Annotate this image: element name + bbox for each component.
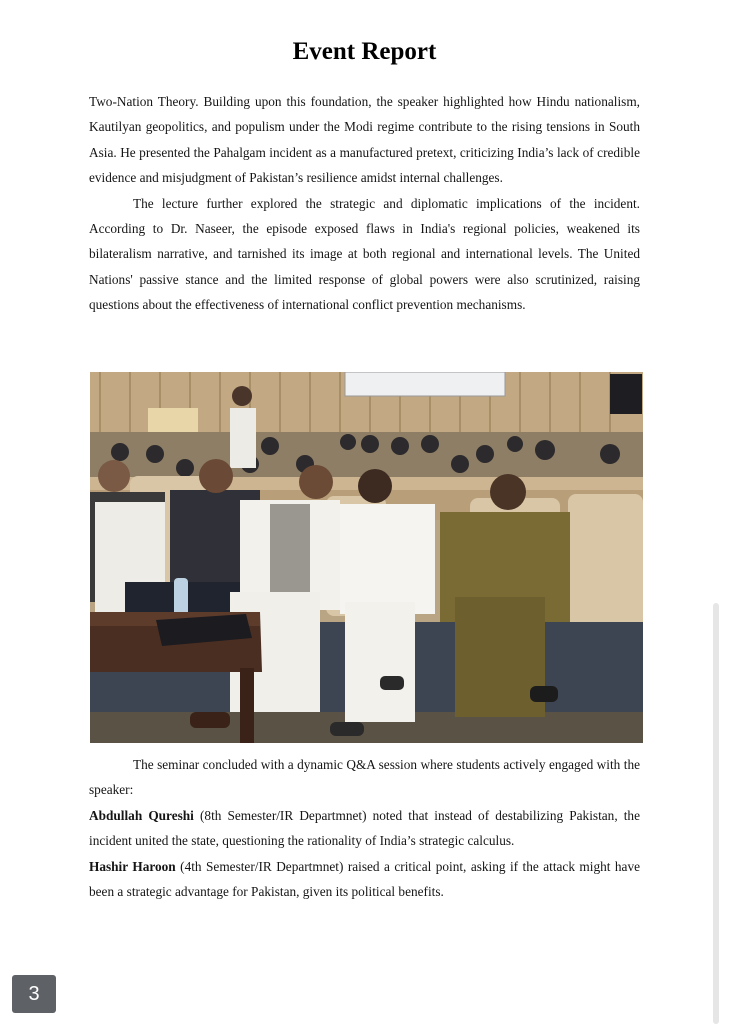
paragraph: Two-Nation Theory. Building upon this foundation, the speaker highlighted how Hindu nationalism, Kautilyan geopolitics, and populism under the Modi regime contribute to the rising tensions in South Asia. He presented the Pahalgam incident as a manufactured pretext, criticizing India’s lack of credible evidence and misjudgment of Pakistan’s resilience amidst internal challenges. [89, 94, 640, 186]
student-name: Abdullah Qureshi [89, 807, 194, 823]
page-number-badge: 3 [12, 975, 56, 1013]
paragraph [89, 803, 640, 854]
scrollbar[interactable] [713, 603, 719, 1024]
body-text-bottom [89, 752, 640, 904]
body-text-top [89, 89, 640, 318]
paragraph: The seminar concluded with a dynamic Q&A session where students actively engaged with the speaker: [89, 757, 640, 798]
student-name: Hashir Haroon [89, 858, 176, 874]
paragraph-text: (8th Semester/IR Departmnet) noted that instead of destabilizing Pakistan, the incident united the state, questioning the rationality of India’s strategic calculus. [89, 807, 640, 849]
paragraph-text: (4th Semester/IR Departmnet) raised a critical point, asking if the attack might have been a strategic advantage for Pakistan, given its political benefits. [89, 858, 641, 900]
page-title: Event Report [292, 38, 437, 65]
seminar-photo [90, 372, 643, 743]
paragraph [89, 854, 640, 905]
paragraph: The lecture further explored the strategic and diplomatic implications of the incident. According to Dr. Naseer, the episode exposed flaws in India's regional policies, weakened its bilateralism narrative, and tarnished its image at both regional and international levels. The United Nations' passive stance and the limited response of global powers were also scrutinized, raising questions about the effectiveness of international conflict prevention mechanisms. [89, 195, 640, 313]
